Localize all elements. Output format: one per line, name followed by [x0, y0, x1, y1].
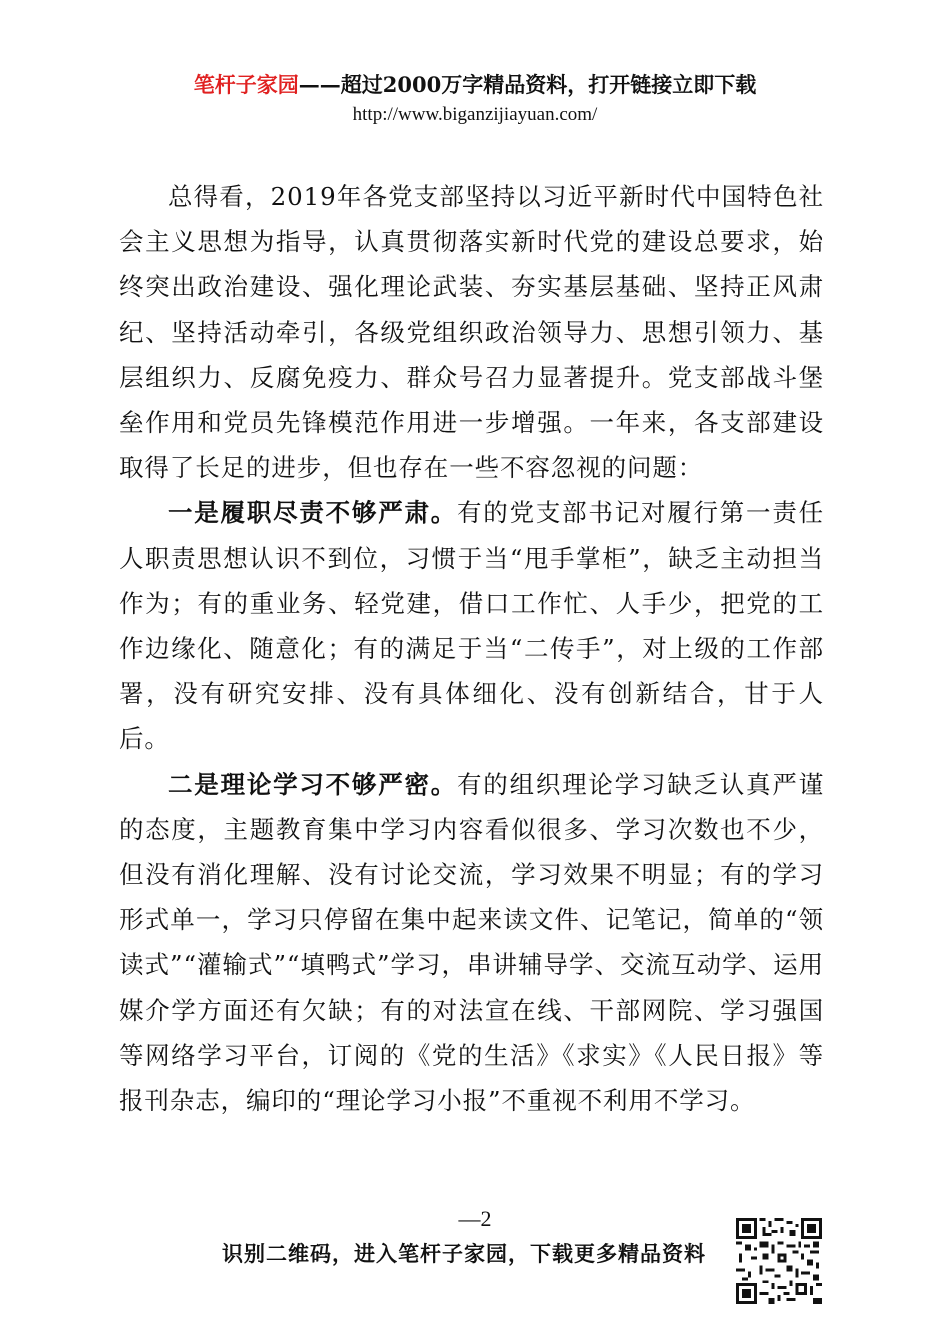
- header-title: [0, 70, 950, 100]
- header-url[interactable]: http://www.biganzijiayuan.com/: [352, 104, 598, 125]
- page-header: [0, 70, 950, 128]
- paragraph-issue-1: [119, 490, 824, 761]
- brand-name[interactable]: 笔杆子家园: [193, 72, 299, 97]
- paragraph-summary: [119, 174, 824, 490]
- paragraph-text: 有的党支部书记对履行第一责任人职责思想认识不到位，习惯于当“甩手掌柜”，缺乏主动担当作为；有的重业务、轻党建，借口工作忙、人手少，把党的工作边缘化、随意化；有的满足于当“二传手”，对上级的工作部署，没有研究安排、没有具体细化、没有创新结合，甘于人后。: [119, 498, 824, 754]
- header-tagline: ——超过2000万字精品资料，打开链接立即下载: [298, 72, 757, 97]
- document-body: [119, 174, 824, 1123]
- paragraph-lead: 一是履职尽责不够严肃。: [168, 498, 458, 528]
- qr-code-icon[interactable]: [736, 1218, 822, 1304]
- paragraph-issue-2: [119, 762, 824, 1124]
- page-number: —2: [458, 1206, 492, 1231]
- footer-text: 识别二维码，进入笔杆子家园，下载更多精品资料: [222, 1241, 706, 1266]
- paragraph-text: 有的组织理论学习缺乏认真严谨的态度，主题教育集中学习内容看似很多、学习次数也不少，但没有消化理解、没有讨论交流，学习效果不明显；有的学习形式单一，学习只停留在集中起来读文件、记笔记，简单的“领读式”“灌输式”“填鸭式”学习，串讲辅导学、交流互动学、运用媒介学方面还有欠缺；有的对法宣在线、干部网院、学习强国等网络学习平台，订阅的《党的生活》《求实》《人民日报》等报刊杂志，编印的“理论学习小报”不重视不利用不学习。: [119, 769, 824, 1116]
- paragraph-lead: 二是理论学习不够严密。: [168, 769, 458, 799]
- paragraph-text: 总得看，2019年各党支部坚持以习近平新时代中国特色社会主义思想为指导，认真贯彻落实新时代党的建设总要求，始终突出政治建设、强化理论武装、夯实基层基础、坚持正风肃纪、坚持活动牵引，各级党组织政治领导力、思想引领力、基层组织力、反腐免疫力、群众号召力显著提升。党支部战斗堡垒作用和党员先锋模范作用进一步增强。一年来，各支部建设取得了长足的进步，但也存在一些不容忽视的问题：: [119, 182, 824, 483]
